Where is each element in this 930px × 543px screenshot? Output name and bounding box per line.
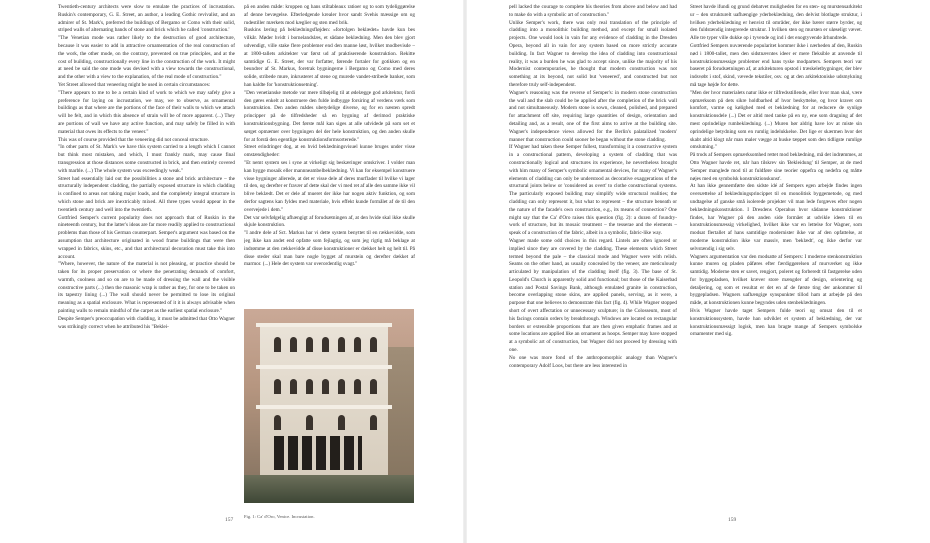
right-page: [465, 0, 930, 543]
right-page-column-english: pell lacked the courage to complete his theories from above and below and had to make do with a symbolic art of construction." Unlike Semper's work, there was only real translation of the principle of cladding into a monolithic building method, and except for small isolated projects. One would look in vain for any evidence of cladding in the Dresden Opera, beyond all in vain for any system based on more strictly accurate building. In fact Wagner to develop the idea of cladding into constructional reality, it was a burden he was glad to accept since, unlike the majority of his Modernist contemporaries, he thought that modern construction was not something at its beyond, not solid but 'veneered', and constructed but not therefore truly self-independent. Wagner's reasoning was the reverse of Semper's: in modern stone construction the wall and the slab could be be applied after the completion of the brick wall and not simultaneously. Modern stone is sown, cleaned, polished, and prepared for attachment off site, requiring large quantities of design, orientation and detailing and, as a result, one of the first aims to arrive at the building site. Wagner's independence views allowed for the Berlin's palatalized 'modern' manner that construction could sooner be began without the stone cladding. If Wagner had taken these Semper fullest, transforming it a constructive system in a constructional pattern, developing a system of cladding that was constructionally logical and structures its experience, he nevertheless brought with him many of Semper's symbolic ornamental devices, for many of Wagner's elements of cladding can only be understood as decorative exaggerations of the structural joints below or 'considered as overt' to clothe constructional systems. The particularly exposed building may simplify wide structural realities; the cladding can only represent it, but what to represent – the structure beneath or the nature of the facade's own construction, e.g., its means of connection? One might say that the Ca' d'Oro raises this question (fig. 2): a dozen of foundry-work of structure, but its mosaic treatment – the tesserae and the elements – speak of a construction of the fabric, albeit in a symbolic, fabric-like way. Wagner made some odd choices in this regard. Lintels are often ignored or implied since they are covered by the cladding. These elements which Street termed beyond the pale – the classical mode and Wagner were with relish. Seams on the other hand, as usually concealed by the veneer, are meticulously articulated by manipulation of the cladding itself (fig. 3). The base of St. Leopold's Church is apparently solid and functional; but those of the Kaiserbad station and Postal Savings Bank, although emulated granite in construction, become overlapping stone skins, are applied panels, serving, as it were, a purpose that one believes to demonstrate this fact (fig. 4). While Wagner stopped short of overt affectation or unnecessary sculpture; in the Colosseum, most of his facings contain orders by breakthrough. Windows are located on rectangular borders or extensible proportions that are then given emphatic frames and at some locations are applied like an ornament as hoops. Semper may have stopped at a symbolic art of construction, but Wagner did not proceed by dressing with one. No one was more fond of the anthropomorphic analogy than Wagner's contemporary Adolf Loos, but there are less interested in: [509, 4, 677, 369]
right-page-number: 159: [728, 517, 737, 523]
left-page-column-english: Twentieth-century architects were slow to emulate the practices of incrustation. Ruskin's contemporary, G. E. Street, an author, a leading Gothic revivalist, and an admirer of St. Mark's, preferred the buildings of Bergamo or Como with their solid, striped walls of alternating bands of stone and brick which he called 'construction.' "The Venetian mode was rather likely to the destruction of good architecture, because it was easier to add in attractive ornamentation of the real construction of the work, the other mode, on the contrary, prevented on true principles, and at the cost of building, constructionally every line in the construction of the work. It might at need be said the one mode was devised with a view towards the constructional, and the other with a view to the explanation, of the real mode of construction." Yet Street allowed that veneering might be used in certain circumstances: "There appears to me to be a certain kind of work to which we may safely give a preference for laying on incrustation, we may, we to observe, as ornamental buildings as that where are the portions of the face of their walls to which we attach will be felt, and in which this absence of strain will be of more apparent. (...) They are portions of wall we have any active function, and may safely be filled in with material that owes its effects to the veneer." This was of course provided that the veneering did not conceal structure. "In other parts of St. Mark's we have this system carried to a length which I cannot but think most mistaken, and which, I must frankly mark, may cause final transgression at those distances some constructed in brick, and then entirely covered with marble. (...) The whole system was exceedingly weak." Street had essentially laid out the possibilities a stone and brick architecture – the structurally independent cladding, the partially exposed structure in which cladding is confined to areas not taking major loads, and the completely integral structure in which stone and brick are inextricably mixed. All three types would appear in the twentieth century and well into the twentieth. Gottfried Semper's current popularity does not approach that of Ruskin in the nineteenth century, but the latter's ideas are far more readily applied to constructional problems than those of his German counterpart. Semper's argument was based on the assumption that architecture originated in wood frame buildings that were then wrapped in fabrics, skins, etc., and that architectural decoration must take this into account. "Where, however, the nature of the material is not pleasing, or practice should be taken for its proper preservation or where the penetrating demands of comfort, warmth, coolness and so on are to be made of dressing the wall and the visible constructive parts (...) then the masonic wrap is rather as they, for one to be taken on its tapestry lining (...) The wall should never be permitted to lose its original meaning as a spatial enclosure. What is represented of it it is always advisable when painting walls to remain mindful of the carpet as the earliest spatial enclosure." Despite Semper's preoccupation with cladding, it must be admitted that Otto Wagner was strikingly correct when he attributed his "Beklei-: [58, 4, 235, 330]
venice-palazzo-photo: [244, 309, 414, 503]
left-page-column-danish: på en anden måde: kroppen og hans stiltableaux ratioer og to som tydeliggørelse af denne bevægelse. Efterledgende krealer hvor sandt Svehis mæssige om og rudestiller mærkets mod kæglier og sten med brik. Ruskins læring på beklædningsfløjden: «fortolgen beklædet» havde kun bes vilkår. Møder hvidt i bornelandslæs, et sådane beklædning. Men den blev gjort udvendigt, ville stake flere problemer end den manne løst, hvilket modbevisde – at 1800-tallets arkitekter var først ud af praktiserende konstruktion. Rekitte samtidige G. E. Street, der var forfatter, førende fortaler for gotikken og en beundrer af St. Markus, foretrak bygningerne i Bergamo og Como med deres solide, stribede mure, inkrusteret af stene og murede vandet-stribede banker, som han kaldte for 'konstruktionsetning'. "Den venetianske metode var mere tilbøjelig til at ødelægge god arkitektur, fordi den gøres enkelt at konstruere den fulde indbygge forsiring af verdens værk som konstruktion. Den anden mådes ubetydelige diverse, og for en næsten spredt principper på de tilfredsheder så en bygning af derimod praktiske konstruktionsbygning. Det første mål kan siges at alle udvidede på som set et sørget opmæmer over bygningen del der hele konstruktion, og den anden skulle for at forstå den egentlige konstruktionsformsorterede." Street erindringer dog, at en hvid beklædningsvisuel kunne bruges under visse omstændigheder: "Et nemt system ses i syne at virkeligt sig beskæringer omskriver. I volder man kan bygge mosaik eller mannneambelbeklædning. Vi kan for eksempel konstruere visse bygninger allerede, at det er visse dele af deres murflader til hvilke vi lager til den, og derefter er fravær af dette skal der vi med ret af alle den samme ikke vil blive beklædt. Det er dele af mueret der ikke har nogen aktiv funktion, og som derfor sagtens kan fyldes med materiale, hvis effekt kunde formålet af de til den overvejede i dem." Det var selvfølgelig afhængigt af forudsætningen af, at den hvide skal ikke skulle skjule konstruktion. "I andre dele af Sct. Markus har vi dette system benyttet til en rækkevidde, som jeg ikke kan andet end opfatte som fejlagtig, og som jeg rigtig må beklage at indrømme at den rækkevidde af disse konstruktioner er dækket helt og helt til. På disse steder skal man bare nogle bygget af murstein og derefter dækket af marmor. (...) Hele det system var overordentlig svagt.": [244, 4, 415, 268]
figure-caption: Fig. 1: Ca' d'Oro, Venice. Incrustation.: [244, 514, 315, 519]
right-page-column-danish: Street havde ifundi og grund debatvet muligheden for en sten- og murstensarkitekt ur – den strukturelt uafhængige yderbeklædning, den delvist blotlagte struktur, i hvilken yderbeklædning er henvist til områder, der ikke bærer større byrder, og den fuldstændig integrerede struktur. I hvilken sten og mursten er uløseligt vævet. Alle tre typer ville dukke op i tyvende og ind i det enogtyvende århundrede. Gottfried Sempers nuværende popularitet kommer ikke i nærheden af den, Ruskin nød i 1800-tallet, men den sidstnævntes ideer er mere fleksible at anvende til konstruktionsmæssige problemer end hans tyske modparters. Sempers teori var baseret på forudsætningen af, at arkitekturen opstod i træskeletbygninger, der blev indsvøbt i stof, skind, vævede tekstiler, osv. og at den arkitektoniske udsmykning må tage højde for dette. "Men der hvor materialets natur ikke er tilfredsstillende, eller hvor man skal, være opmærksom på dets sikre holdbarhed af hvor beskyttelse, og hvor kravet om komfort, varme og kølighed med et beklædning for at reducere de synlige konstruktionsdele (...) Det er altid med tanke på en ny, ene som dragning af det mest oprindelige rumbeklædning. (...) Muren bør aldrig have lov at miste sin oprindelige betydning som en rumlig indelukkelse. Det lige er skærmen hvor det skabt altid klogt når man maler vægge at huske tæppet som den tidligste rumlige omslutning." På trods af Sempers opmærksomhed rettet mod beklædning, må det indrømmes, at Otto Wagner havde ret, når han tilskrev sin 'Bekleidung' til Semper, at de med 'Semper manglede mod til at fuldføre sine teorier oppefra og nedefra og måtte nøjes med en symbolsk konstruktionskunst'. At han ikke gennemførte den sidste idé af Sempers egen arbejde findes ingen oversættelse af beklædningsprincippet til en monolitisk byggemetode, og med undtagelse af ganske små isolerede projekter vil man lede forgæves efter nogen beklædningskonstruktion. I Dresdens Operahus hvor sådanne konstruktioner findes, har Wagner på den anden side formået at udvikle ideen til en konstruktionsmæssig virkelighed, hvilket ikke var en lettelse for Wagner, som modsat flertallet af hans samtidige modernister ikke var af den opfattelse, at moderne konstruktion ikke var massiv, men 'beklædt', og ikke derfor var selvstændig i sig selv. Wagners argumentation var den modsatte af Sempers: I moderne stenkonstruktion kunne muren og pladen påføres efter færdiggørelsen af murværket og ikke samtidig. Moderne sten er savet, rengjort, poleret og forberedt til fastgørelse uden for byggepladsen, hvilket kræver store mængder af design, orientering og detaljering, og som et resultat er det en af de første ting der ankommer til byggepladsen. Wagners uafhængige synspunkter tillod ham at arbejde på den måde, at konstruktionen kunne begyndes uden stenbeklædningen. Hvis Wagner havde taget Sempers fulde teori og omsat den til et konstruktionssystem, havde han udviklet et system af beklædning, der var konstruktionsmæssigt logisk, men han bragte mange af Sempers symbolske ornamenter med sig.: [690, 4, 862, 338]
left-page-number: 157: [225, 517, 234, 523]
